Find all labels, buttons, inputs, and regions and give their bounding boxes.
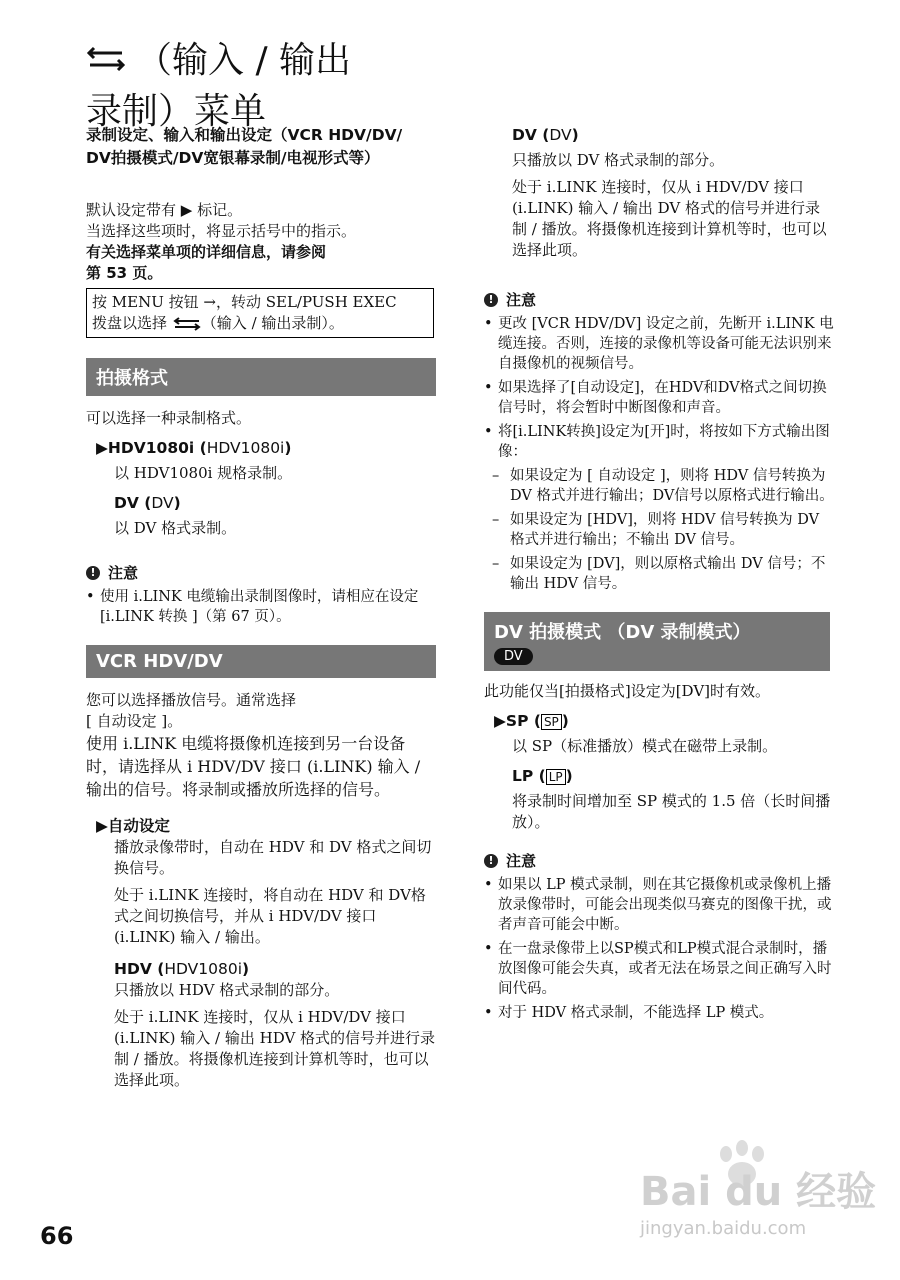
option-sp: ▶SP ( SP ) (494, 712, 569, 730)
intro (86, 200, 436, 284)
rec-format-desc: 可以选择一种录制格式。 (86, 409, 252, 427)
caution-icon: ! (86, 566, 100, 580)
note-item: • 在一盘录像带上以SP模式和LP模式混合录制时，播放图像可能会失真，或者无法在场景之间正确写入时间代码。 (484, 939, 834, 999)
sub-note-item: – 如果设定为 [ 自动设定 ]，则将 HDV 信号转换为DV 格式并进行输出；DV信号以原格式进行输出。 (484, 466, 834, 506)
option-auto-desc-1: 播放录像带时，自动在 HDV 和 DV 格式之间切换信号。 (114, 838, 432, 877)
note-heading: ! 注意 (86, 563, 436, 583)
input-output-icon (172, 314, 202, 332)
watermark-brand: Bai du 经验 (640, 1169, 877, 1215)
option-dv: DV (DV) (114, 494, 181, 512)
note-item: • 使用 i.LINK 电缆输出录制图像时，请相应在设定 [i.LINK 转换 ]（第 67 页）。 (86, 587, 436, 627)
sub-note-item: – 如果设定为 [DV]，则以原格式输出 DV 信号；不输出 HDV 信号。 (484, 554, 834, 594)
option-dv-desc: 以 DV 格式录制。 (114, 519, 237, 537)
subheading-line-1: 录制设定、输入和输出设定（VCR HDV/DV/ (86, 126, 403, 144)
subheading-line-2: DV拍摄模式/DV宽银幕录制/电视形式等） (86, 149, 380, 167)
dv-mode-desc: 此功能仅当[拍摄格式]设定为[DV]时有效。 (484, 682, 771, 700)
instruction-line-2: 拨盘以选择 (92, 314, 168, 332)
instruction-line-2-end: （输入 / 输出录制）。 (201, 314, 344, 332)
option-vcr-dv-desc-1: 只播放以 DV 格式录制的部分。 (512, 151, 725, 169)
option-hdv: HDV (HDV1080i) (114, 960, 250, 978)
intro-default-mark: 默认设定带有 ▶ 标记。 (86, 201, 243, 219)
intro-reference: 有关选择菜单项的详细信息，请参阅 (86, 243, 327, 261)
left-column (86, 200, 436, 1091)
option-hdv1080i-desc: 以 HDV1080i 规格录制。 (114, 464, 293, 482)
option-lp-desc: 将录制时间增加至 SP 模式的 1.5 倍（长时间播放）。 (512, 792, 831, 831)
note-item: • 将[i.LINK转换]设定为[开]时，将按如下方式输出图像： (484, 422, 834, 462)
note-heading: ! 注意 (484, 290, 834, 310)
page-title (86, 36, 351, 137)
option-hdv1080i: ▶HDV1080i (HDV1080i) (96, 439, 292, 457)
option-vcr-dv: DV (DV) (512, 126, 579, 144)
intro-indicator-note: 当选择这些项时，将显示括号中的指示。 (86, 222, 357, 240)
note-item: • 对于 HDV 格式录制，不能选择 LP 模式。 (484, 1003, 834, 1023)
option-sp-desc: 以 SP（标准播放）模式在磁带上录制。 (512, 737, 778, 755)
watermark-url: jingyan.baidu.com (640, 1218, 807, 1239)
caution-icon: ! (484, 854, 498, 868)
option-auto: ▶自动设定 (96, 817, 170, 835)
option-vcr-dv-desc-2: 处于 i.LINK 连接时，仅从 i HDV/DV 接口 (i.LINK) 输入 / 输出 DV 格式的信号并进行录制 / 播放。将摄像机连接到计算机等时，也可以选择此项。 (512, 178, 827, 259)
section-heading-vcr: VCR HDV/DV (86, 645, 436, 678)
title-line-1: （输入 / 输出 (136, 40, 352, 81)
input-output-icon (86, 37, 126, 87)
section-heading-dv-mode: DV 拍摄模式 （DV 录制模式） DV (484, 612, 830, 671)
option-hdv-desc-2: 处于 i.LINK 连接时，仅从 i HDV/DV 接口 (i.LINK) 输入 / 输出 HDV 格式的信号并进行录制 / 播放。将摄像机连接到计算机等时，也可以选择此项。 (114, 1008, 436, 1089)
option-auto-desc-2: 处于 i.LINK 连接时，将自动在 HDV 和 DV格式之间切换信号，并从 i HDV/DV 接口 (i.LINK) 输入 / 输出。 (114, 886, 426, 946)
right-column-top (484, 124, 834, 261)
title-line-2: 录制）菜单 (86, 91, 267, 132)
right-column (484, 290, 834, 1027)
intro-page-ref: 第 53 页。 (86, 264, 163, 282)
subheading (86, 124, 446, 170)
instruction-box (86, 288, 434, 338)
note-item: • 更改 [VCR HDV/DV] 设定之前，先断开 i.LINK 电缆连接。否则，连接的录像机等设备可能无法识别来自摄像机的视频信号。 (484, 314, 834, 374)
vcr-desc: 您可以选择播放信号。通常选择 [ 自动设定 ]。 使用 i.LINK 电缆将摄像机连接到另一台设备时，请选择从 i HDV/DV 接口 (i.LINK) 输入 / 输出的信号。将录制或播放所选择的信号。 (86, 691, 421, 799)
option-hdv-desc-1: 只播放以 HDV 格式录制的部分。 (114, 981, 340, 999)
section-heading-rec-format: 拍摄格式 (86, 358, 436, 396)
note-item: • 如果选择了[自动设定]，在HDV和DV格式之间切换信号时，将会暂时中断图像和声音。 (484, 378, 834, 418)
page-number: 66 (40, 1222, 74, 1250)
dv-pill-badge: DV (494, 648, 533, 665)
caution-icon: ! (484, 293, 498, 307)
instruction-line-1: 按 MENU 按钮 →，转动 SEL/PUSH EXEC (92, 293, 397, 311)
sub-note-item: – 如果设定为 [HDV]，则将 HDV 信号转换为 DV 格式并进行输出；不输出 DV 信号。 (484, 510, 834, 550)
note-heading: ! 注意 (484, 851, 834, 871)
option-lp: LP ( LP ) (512, 767, 573, 785)
note-item: • 如果以 LP 模式录制，则在其它摄像机或录像机上播放录像带时，可能会出现类似马赛克的图像干扰，或者声音可能会中断。 (484, 875, 834, 935)
